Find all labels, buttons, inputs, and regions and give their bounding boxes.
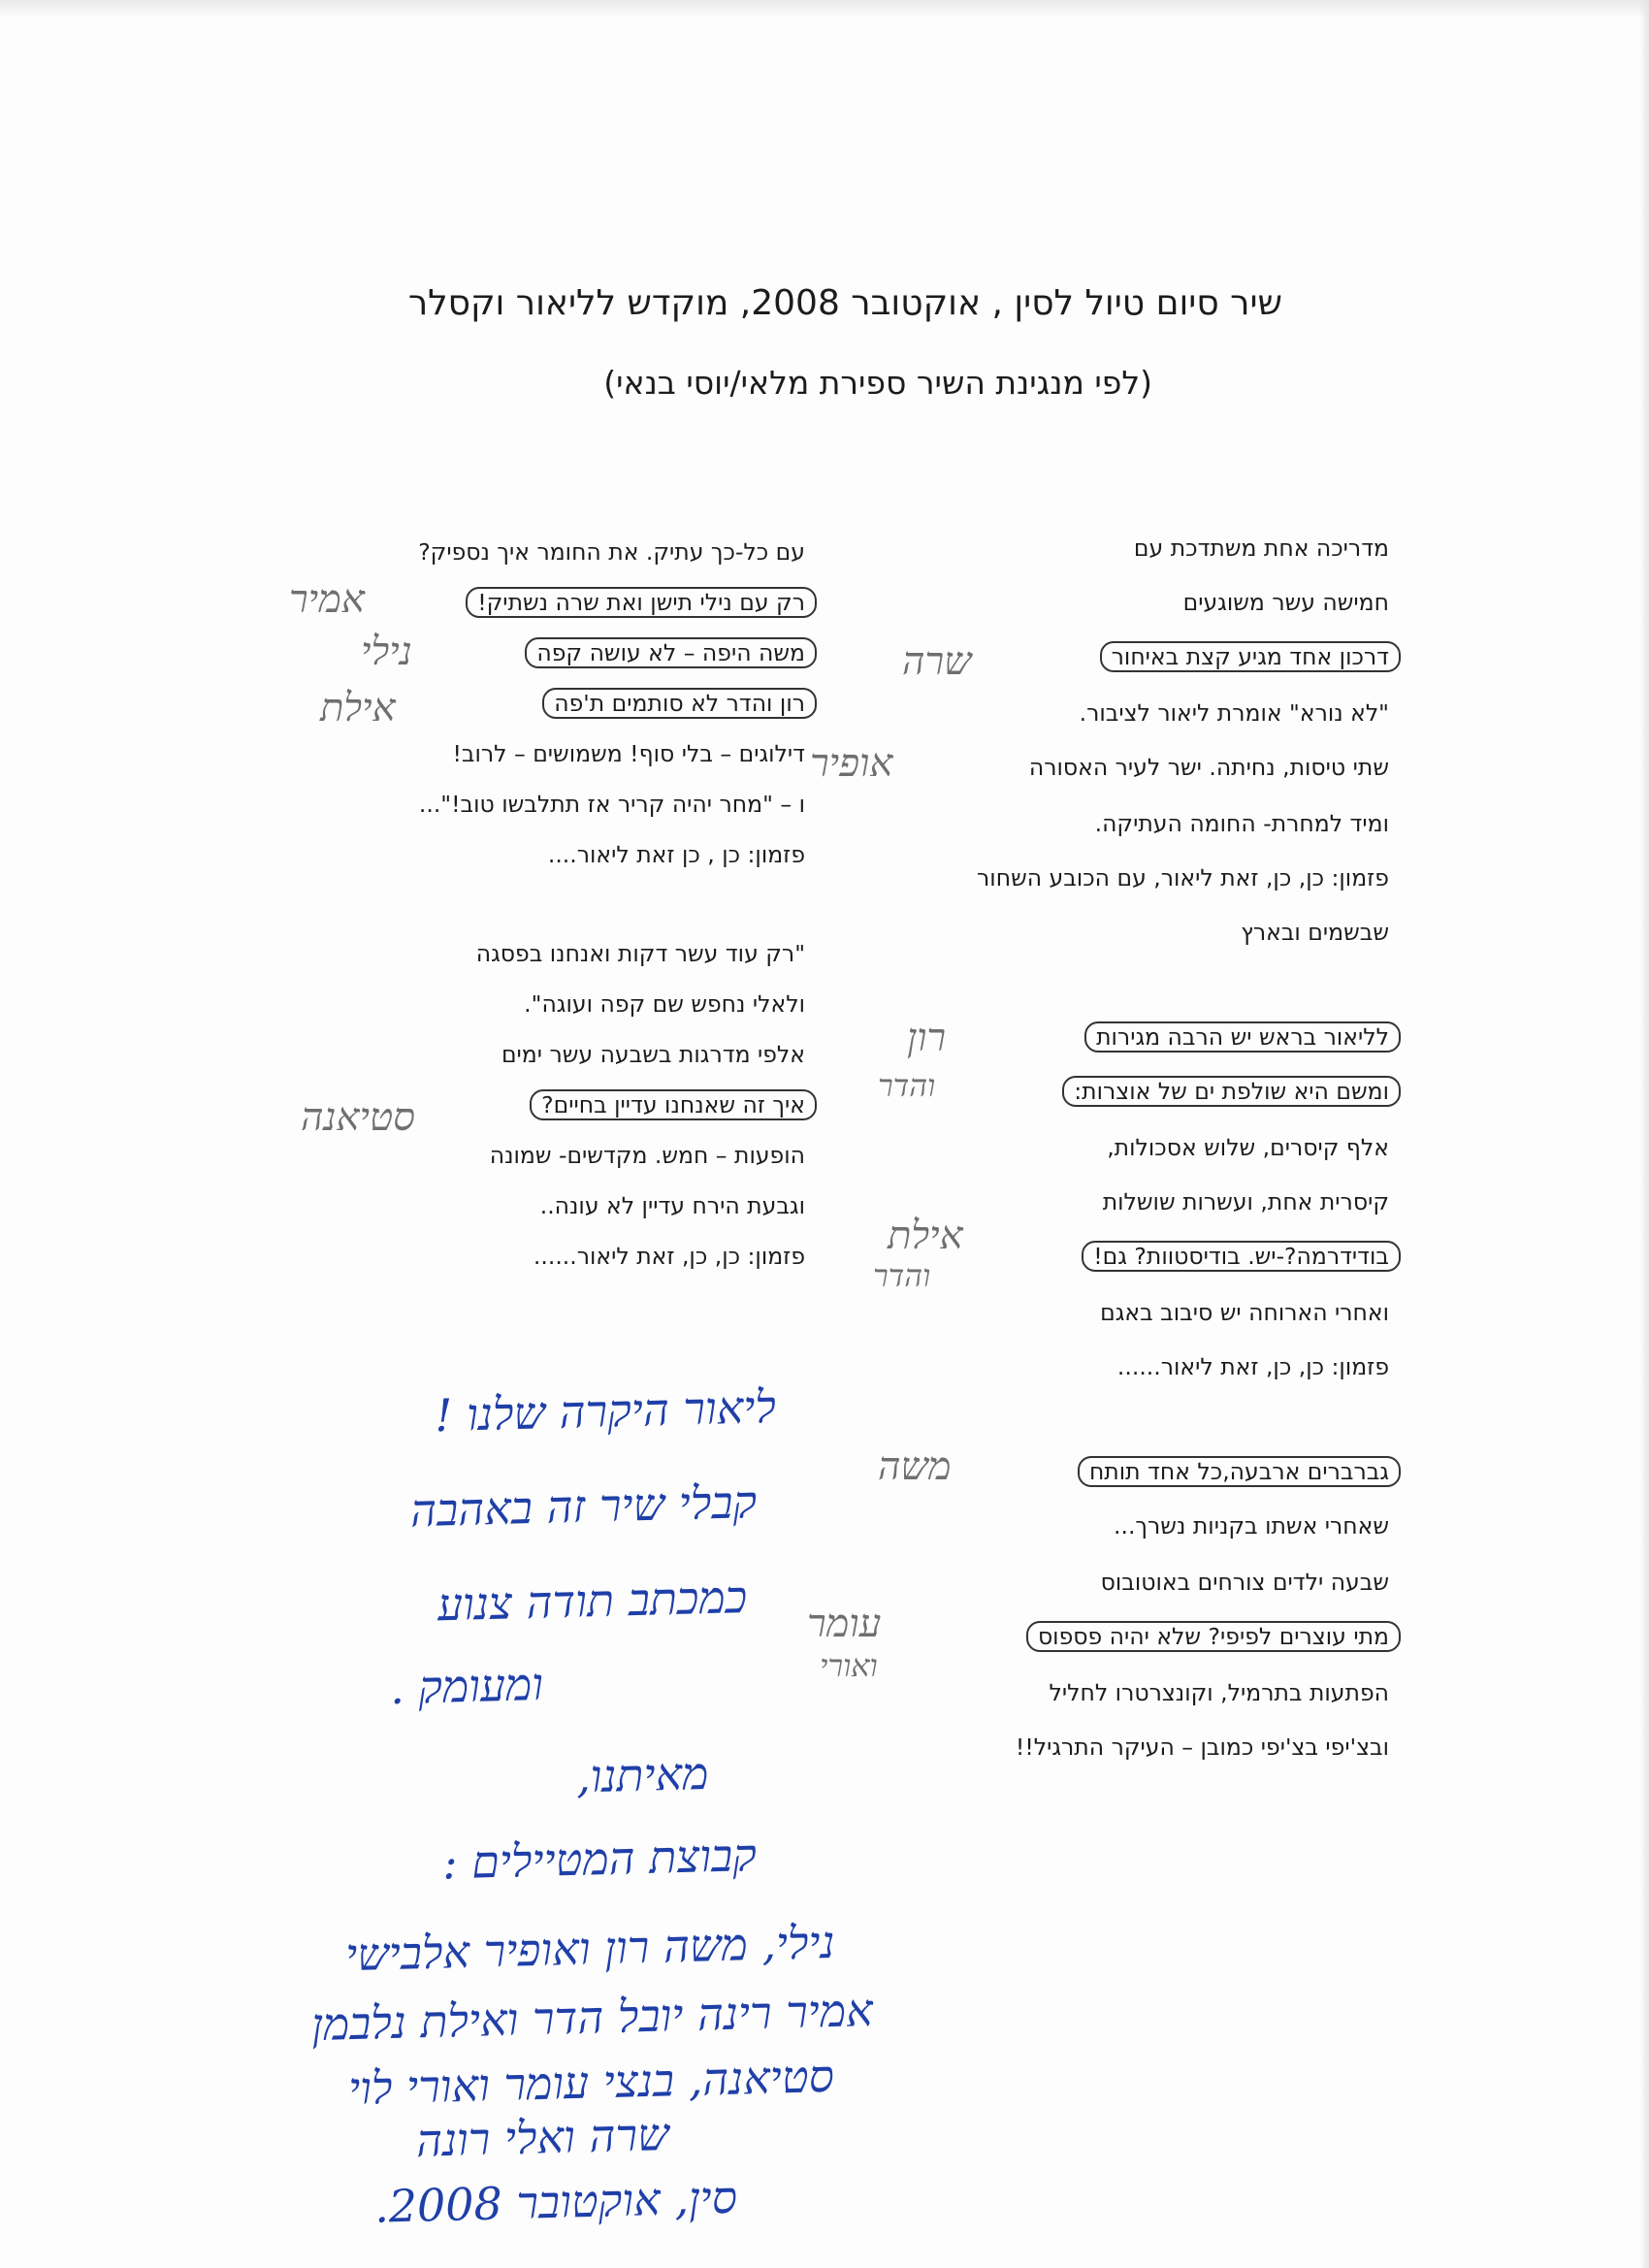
margin-note: אילת	[320, 686, 396, 730]
song-line: ואחרי הארוחה יש סיבוב באגם	[1100, 1299, 1389, 1326]
handwritten-line: כמכתב תודה צנוע	[436, 1571, 748, 1632]
handwritten-line: שרה ואלי רונה	[415, 2108, 670, 2167]
song-line	[525, 636, 805, 669]
document-subtitle: (לפי מנגינת השיר ספירת מלאי/יוסי בנאי)	[603, 364, 1152, 402]
margin-note: סטיאנה	[301, 1095, 415, 1140]
boxed-line: משה היפה – לא עושה קפה	[525, 637, 817, 668]
song-chorus: פזמון: כן , כן זאת ליאור....	[547, 841, 805, 868]
handwritten-line: סטיאנה, בנצי עומר ואורי לוי	[347, 2050, 835, 2116]
song-line: הפתעות בתרמיל, וקונצרטרו לחליל	[1049, 1679, 1389, 1706]
margin-note: אמיר	[289, 577, 365, 622]
scan-edge-top	[0, 0, 1649, 17]
boxed-line: ומשם היא שולפת ים של אוצרות:	[1062, 1076, 1401, 1107]
boxed-line: רק עם נילי תישן ואת שרה נשתיק!	[466, 587, 817, 618]
song-line	[530, 1088, 805, 1121]
song-line: שבשמים ובארץ	[1241, 919, 1389, 946]
song-line: שאחרי אשתו בקניות נשרך...	[1114, 1512, 1389, 1539]
song-line: שתי טיסות, נחיתה. ישר לעיר האסורה	[1028, 754, 1389, 781]
margin-note: והדר	[873, 1257, 931, 1294]
margin-note: שרה	[902, 639, 972, 684]
song-line	[1084, 1021, 1389, 1053]
song-line	[1078, 1455, 1389, 1488]
boxed-line: גברברים ארבעה,כל אחד תותח	[1078, 1456, 1401, 1487]
handwritten-line: סין, אוקטובר 2008.	[373, 2171, 738, 2233]
song-line	[1026, 1620, 1389, 1653]
song-line: הופעות – חמש. מקדשים- שמונה	[489, 1142, 805, 1169]
song-line	[1062, 1075, 1389, 1108]
handwritten-line: קבלי שיר זה באהבה	[409, 1475, 758, 1538]
song-line: ו – "מחר יהיה קריר אז תתלבשו טוב!"...	[418, 791, 805, 818]
boxed-line: לליאור בראש יש הרבה מגירות	[1084, 1021, 1401, 1053]
song-line	[542, 687, 805, 720]
song-line	[466, 586, 805, 619]
handwritten-line: ליאור היקרה שלנו !	[434, 1380, 777, 1442]
handwritten-dedication	[97, 1377, 874, 2233]
margin-note: והדר	[878, 1067, 936, 1104]
song-line	[1100, 640, 1389, 673]
song-column-right	[846, 532, 1389, 1773]
song-line: ומיד למחרת- החומה העתיקה.	[1094, 810, 1389, 837]
song-line: וגבעת הירח עדיין לא עונה..	[539, 1192, 805, 1219]
song-line: ולאלי נחפש שם קפה ועוגה".	[524, 990, 805, 1018]
song-line: אלפי מדרגות בשבעה עשר ימים	[501, 1041, 805, 1068]
song-chorus: פזמון: כן, כן, זאת ליאור, עם הכובע השחור	[977, 864, 1389, 891]
song-line: "רק עוד עשר דקות ואנחנו בפסגה	[475, 940, 805, 967]
handwritten-line: קבוצת המטיילים :	[441, 1829, 758, 1890]
song-line: דילוגים – בלי סוף! משמושים – לרוב!	[452, 740, 805, 767]
song-line: שבעה ילדים צורחים באוטובוס	[1100, 1569, 1389, 1596]
margin-note: אופיר	[810, 741, 893, 786]
song-chorus: פזמון: כן, כן, זאת ליאור......	[533, 1243, 805, 1270]
handwritten-line: מאיתנו,	[574, 1747, 709, 1803]
song-column-left	[223, 535, 805, 1273]
margin-note: עומר	[807, 1602, 882, 1646]
margin-note: משה	[878, 1444, 952, 1489]
margin-note: רון	[907, 1016, 947, 1060]
boxed-line: בודידרמה?-יש. בודיסטוות? גם!	[1082, 1241, 1401, 1272]
handwritten-line: ומעומק .	[389, 1658, 544, 1715]
margin-note: ואורי	[820, 1647, 878, 1684]
boxed-line: איך זה שאנחנו עדיין בחיים?	[530, 1089, 817, 1120]
margin-note: נילי	[361, 630, 412, 674]
boxed-line: דרכון אחד מגיע קצת באיחור	[1100, 641, 1401, 672]
song-line	[1082, 1240, 1389, 1273]
boxed-line: רון והדר לא סותמים ת'פה	[542, 688, 817, 719]
song-chorus: פזמון: כן, כן, זאת ליאור......	[1116, 1353, 1389, 1380]
song-line: עם כל-כך עתיק. את החומר איך נספיק?	[418, 538, 805, 566]
document-title: שיר סיום טיול לסין , אוקטובר 2008, מוקדש לליאור וקסלר	[407, 283, 1282, 323]
song-line: קיסרית אחת, ועשרות שושלות	[1102, 1188, 1389, 1215]
handwritten-line: אמיר רינה יובל הדר ואילת נלבמן	[310, 1984, 874, 2052]
boxed-line: מתי עוצרים לפיפי? שלא יהיה פספוס	[1026, 1621, 1401, 1652]
song-line: ובצ'יפי בצ'יפי כמובן – העיקר התרגיל!!	[1015, 1733, 1389, 1761]
song-line: "לא נורא" אומרת ליאור לציבור.	[1079, 699, 1389, 727]
song-line: מדריכה אחת משתדכת עם	[1133, 535, 1389, 562]
margin-note: אילת	[888, 1214, 963, 1258]
song-line: אלף קיסרים, שלוש אסכולות,	[1107, 1134, 1389, 1161]
handwritten-line: נילי, משה רון ואופיר אלבישי	[343, 1916, 835, 1982]
scan-edge-right	[1639, 0, 1649, 2268]
song-line: חמישה עשר משוגעים	[1182, 589, 1389, 616]
